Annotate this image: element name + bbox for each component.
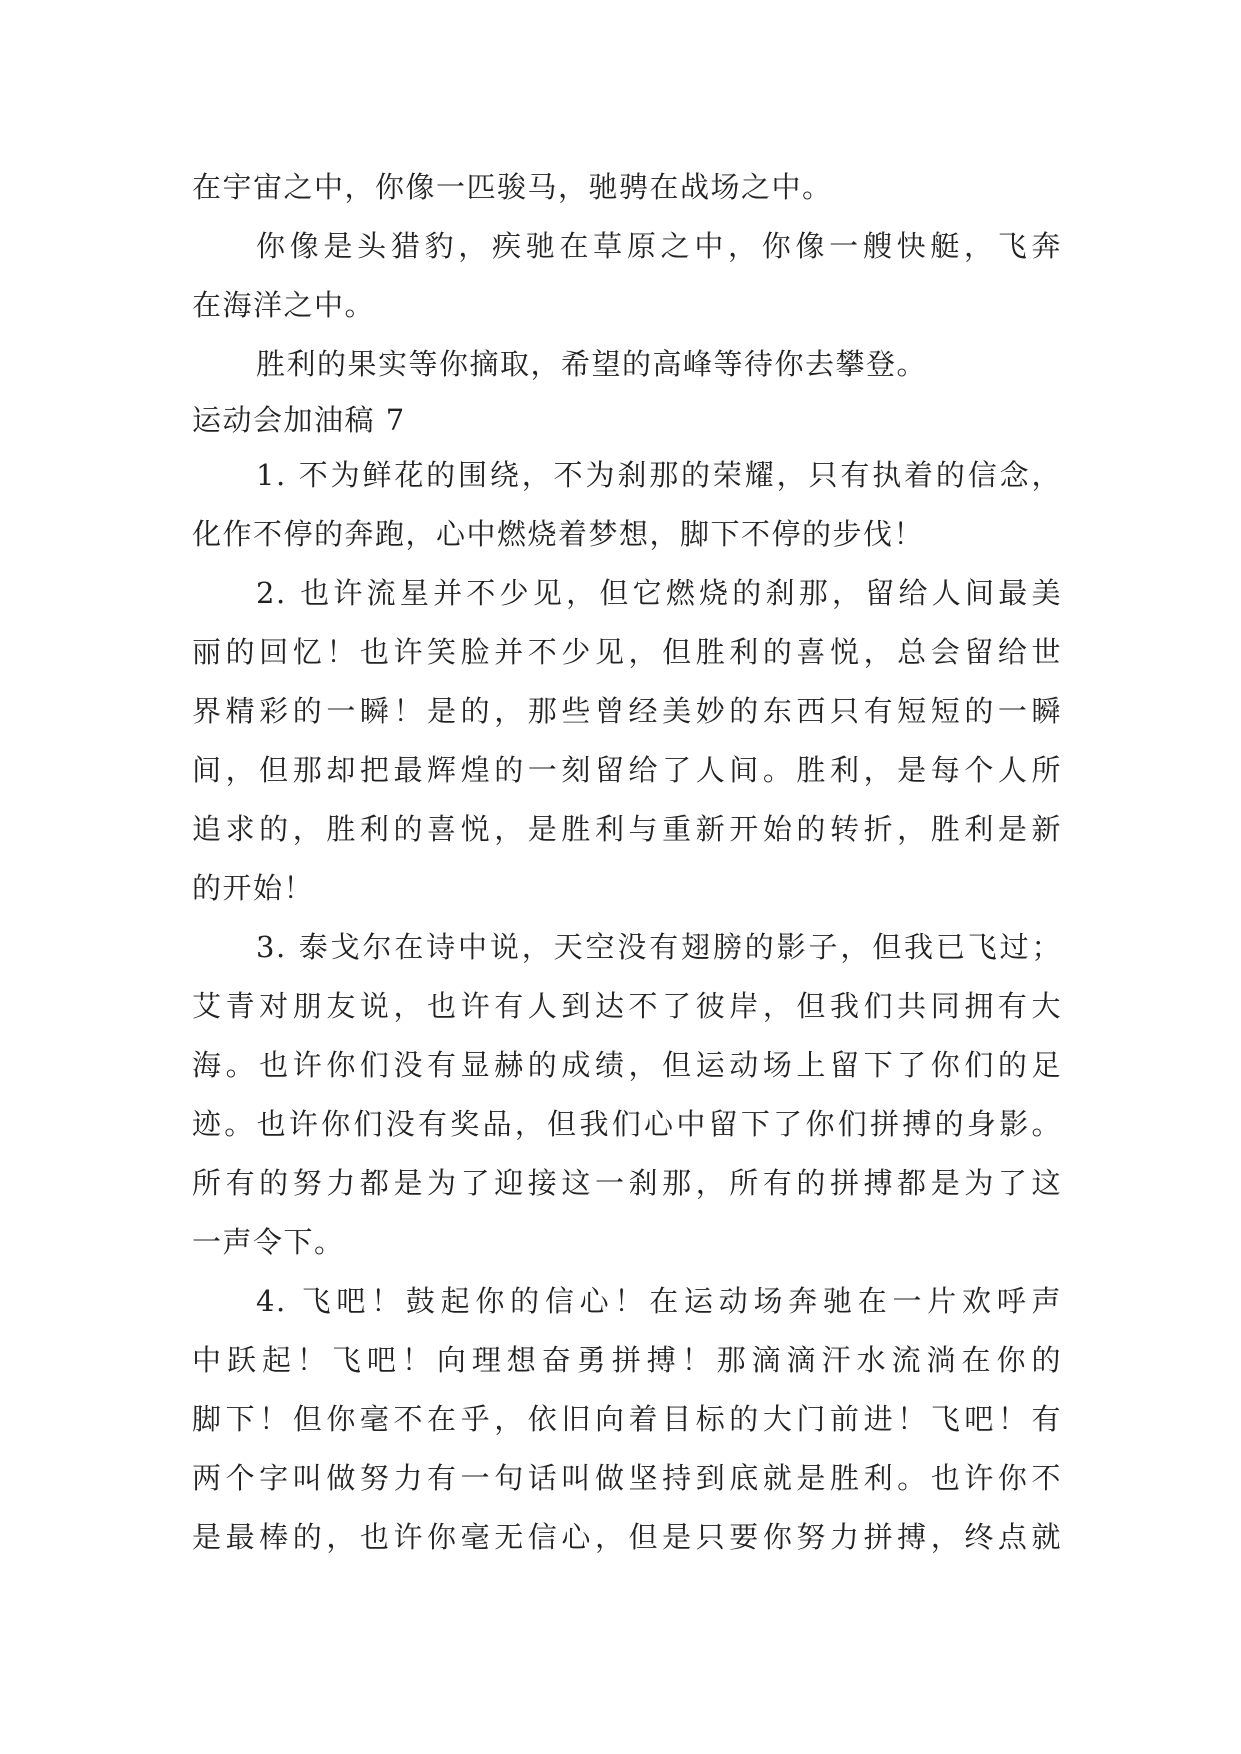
paragraph-line: 丽的回忆！也许笑脸并不少见，但胜利的喜悦，总会留给世 (192, 635, 1062, 669)
paragraph-line: 在宇宙之中，你像一匹骏马，驰骋在战场之中。 (192, 170, 833, 204)
paragraph-line: 2. 也许流星并不少见，但它燃烧的刹那，留给人间最美 (256, 576, 1062, 610)
section-heading: 运动会加油稿 7 (192, 403, 406, 437)
paragraph-line: 胜利的果实等你摘取，希望的高峰等待你去攀登。 (256, 347, 928, 381)
paragraph-line: 在海洋之中。 (192, 288, 376, 322)
paragraph-line: 是最棒的，也许你毫无信心，但是只要你努力拼搏，终点就 (192, 1520, 1062, 1554)
paragraph-line: 间，但那却把最辉煌的一刻留给了人间。胜利，是每个人所 (192, 753, 1062, 787)
paragraph-line: 海。也许你们没有显赫的成绩，但运动场上留下了你们的足 (192, 1048, 1062, 1082)
paragraph-line: 你像是头猎豹，疾驰在草原之中，你像一艘快艇，飞奔 (256, 229, 1062, 263)
paragraph-line: 一声令下。 (192, 1225, 345, 1259)
paragraph-line: 艾青对朋友说，也许有人到达不了彼岸，但我们共同拥有大 (192, 989, 1062, 1023)
paragraph-line: 两个字叫做努力有一句话叫做坚持到底就是胜利。也许你不 (192, 1461, 1062, 1495)
paragraph-line: 4. 飞吧！鼓起你的信心！在运动场奔驰在一片欢呼声 (256, 1284, 1062, 1318)
paragraph-line: 界精彩的一瞬！是的，那些曾经美妙的东西只有短短的一瞬 (192, 694, 1062, 728)
document-body (192, 158, 1062, 1567)
paragraph-line: 化作不停的奔跑，心中燃烧着梦想，脚下不停的步伐！ (192, 517, 925, 551)
paragraph-line: 所有的努力都是为了迎接这一刹那，所有的拼搏都是为了这 (192, 1166, 1062, 1200)
paragraph-line: 1. 不为鲜花的围绕，不为刹那的荣耀，只有执着的信念， (256, 458, 1062, 492)
paragraph-line: 中跃起！飞吧！向理想奋勇拼搏！那滴滴汗水流淌在你的 (192, 1343, 1062, 1377)
paragraph-line: 3. 泰戈尔在诗中说，天空没有翅膀的影子，但我已飞过； (256, 930, 1062, 964)
paragraph-line: 迹。也许你们没有奖品，但我们心中留下了你们拼搏的身影。 (192, 1107, 1062, 1141)
paragraph-line: 追求的，胜利的喜悦，是胜利与重新开始的转折，胜利是新 (192, 812, 1062, 846)
paragraph-line: 的开始！ (192, 871, 315, 905)
paragraph-line: 脚下！但你毫不在乎，依旧向着目标的大门前进！飞吧！有 (192, 1402, 1062, 1436)
